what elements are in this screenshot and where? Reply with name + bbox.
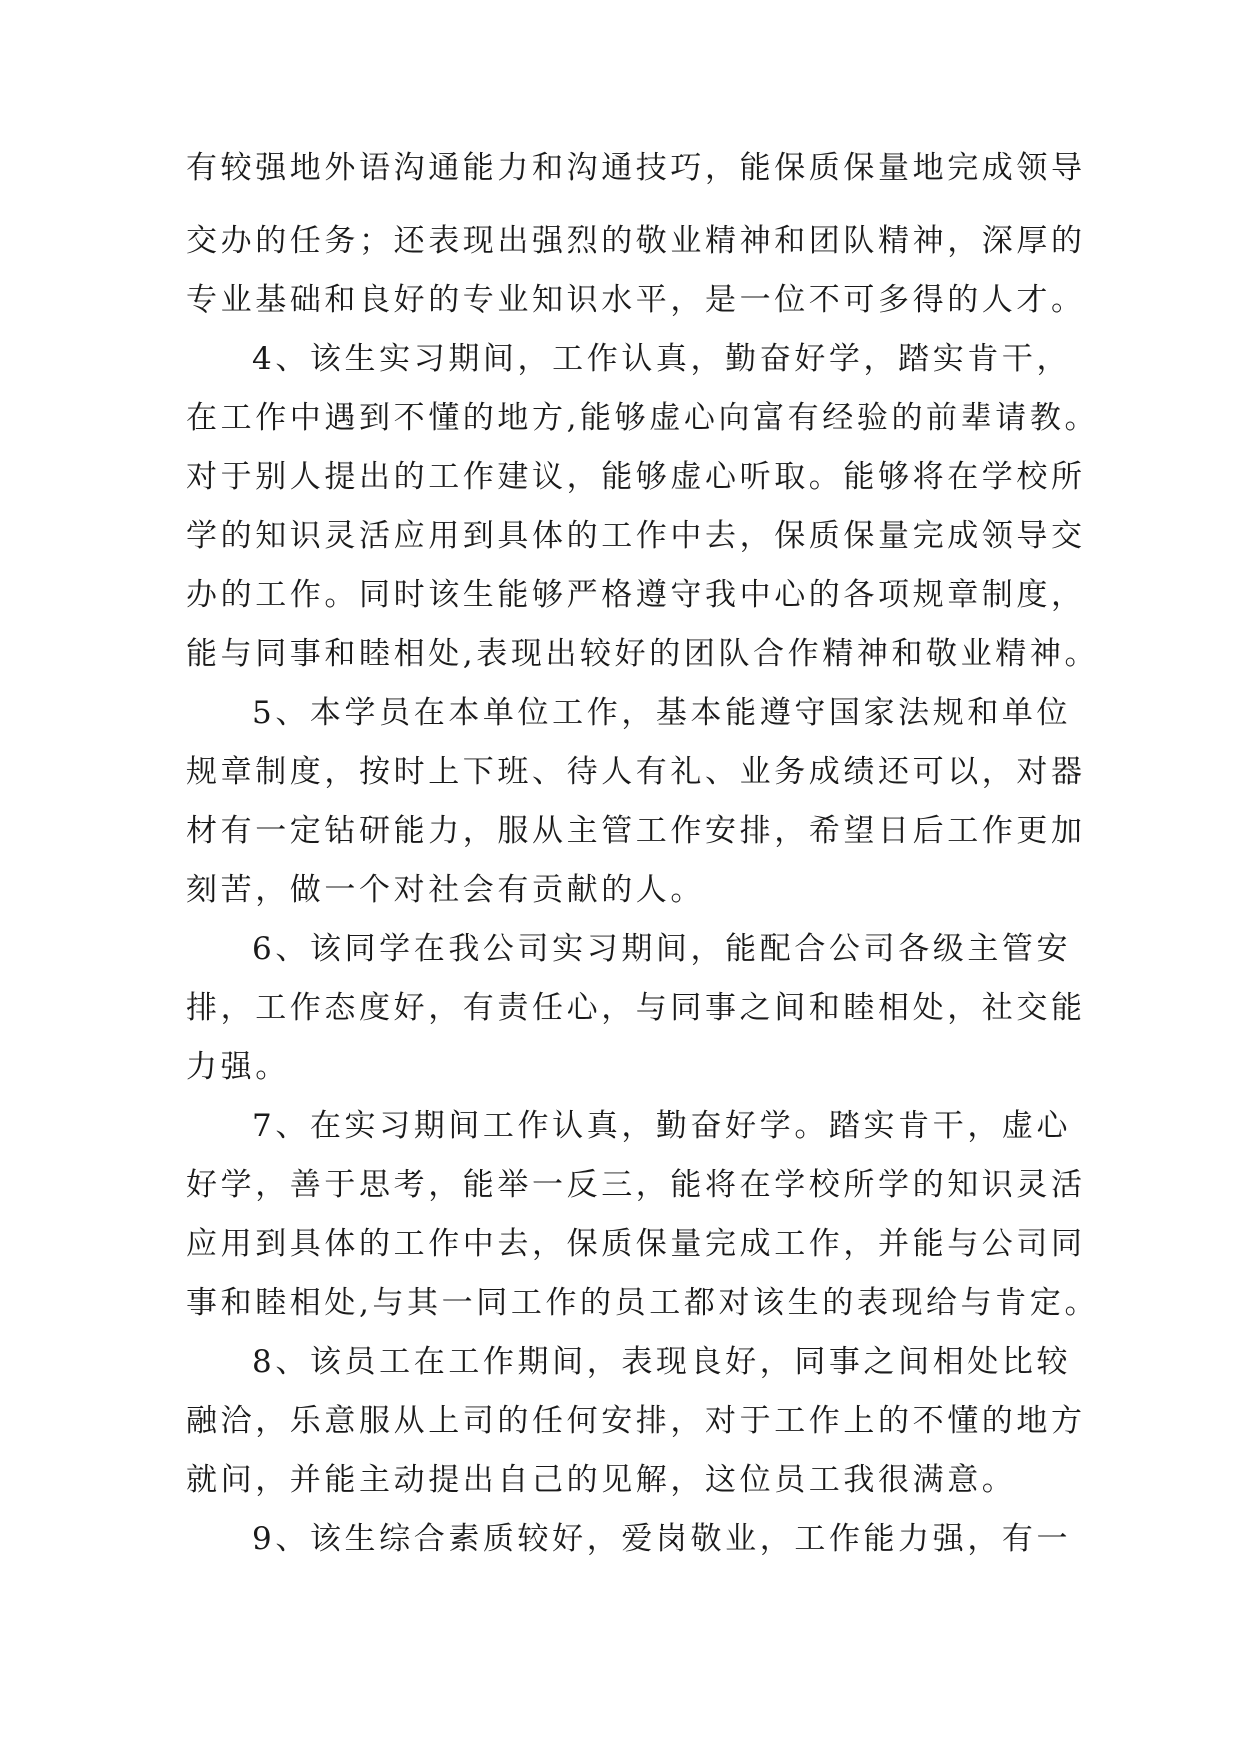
text-line-content: 融洽，乐意服从上司的任何安排，对于工作上的不懂的地方 xyxy=(186,1403,1086,1439)
text-line xyxy=(0,1337,1241,1387)
text-line xyxy=(0,1514,1241,1564)
text-line-content: 刻苦，做一个对社会有贡献的人。 xyxy=(186,872,705,908)
text-line xyxy=(0,1042,1241,1092)
text-line-content: 8、该员工在工作期间，表现良好，同事之间相处比较 xyxy=(252,1344,1072,1380)
text-line-content: 排，工作态度好，有责任心，与同事之间和睦相处，社交能 xyxy=(186,990,1086,1026)
text-line-content: 9、该生综合素质较好，爱岗敬业，工作能力强，有一 xyxy=(252,1521,1072,1557)
text-line-content: 规章制度，按时上下班、待人有礼、业务成绩还可以，对器 xyxy=(186,754,1086,790)
text-line-content: 对于别人提出的工作建议，能够虚心听取。能够将在学校所 xyxy=(186,459,1086,495)
text-line-content: 能与同事和睦相处,表现出较好的团队合作精神和敬业精神。 xyxy=(186,636,1100,672)
text-line xyxy=(0,570,1241,620)
text-line xyxy=(0,865,1241,915)
text-line-content: 事和睦相处,与其一同工作的员工都对该生的表现给与肯定。 xyxy=(186,1285,1100,1321)
text-line-content: 6、该同学在我公司实习期间，能配合公司各级主管安 xyxy=(252,931,1072,967)
text-line xyxy=(0,1160,1241,1210)
text-line-content: 有较强地外语沟通能力和沟通技巧，能保质保量地完成领导 xyxy=(186,150,1086,186)
text-line xyxy=(0,1455,1241,1505)
text-line xyxy=(0,334,1241,384)
text-line-content: 7、在实习期间工作认真，勤奋好学。踏实肯干，虚心 xyxy=(252,1108,1072,1144)
text-line xyxy=(0,806,1241,856)
text-line xyxy=(0,747,1241,797)
text-line xyxy=(0,629,1241,679)
text-line-content: 材有一定钻研能力，服从主管工作安排，希望日后工作更加 xyxy=(186,813,1086,849)
text-line-content: 办的工作。同时该生能够严格遵守我中心的各项规章制度， xyxy=(186,577,1086,613)
text-line-content: 力强。 xyxy=(186,1049,290,1085)
text-line xyxy=(0,1219,1241,1269)
text-line xyxy=(0,275,1241,325)
text-line xyxy=(0,143,1241,193)
text-line xyxy=(0,924,1241,974)
text-line xyxy=(0,1101,1241,1151)
text-line xyxy=(0,983,1241,1033)
text-line-content: 4、该生实习期间，工作认真，勤奋好学，踏实肯干， xyxy=(252,341,1072,377)
text-line-content: 学的知识灵活应用到具体的工作中去，保质保量完成领导交 xyxy=(186,518,1086,554)
text-line-content: 在工作中遇到不懂的地方,能够虚心向富有经验的前辈请教。 xyxy=(186,400,1100,436)
text-line-content: 专业基础和良好的专业知识水平，是一位不可多得的人才。 xyxy=(186,282,1086,318)
text-line-content: 5、本学员在本单位工作，基本能遵守国家法规和单位 xyxy=(252,695,1072,731)
text-line xyxy=(0,452,1241,502)
text-line-content: 应用到具体的工作中去，保质保量完成工作，并能与公司同 xyxy=(186,1226,1086,1262)
text-line xyxy=(0,1278,1241,1328)
text-line xyxy=(0,216,1241,266)
text-line-content: 交办的任务；还表现出强烈的敬业精神和团队精神，深厚的 xyxy=(186,223,1086,259)
text-line xyxy=(0,688,1241,738)
text-line-content: 好学，善于思考，能举一反三，能将在学校所学的知识灵活 xyxy=(186,1167,1086,1203)
text-line xyxy=(0,511,1241,561)
text-line-content: 就问，并能主动提出自己的见解，这位员工我很满意。 xyxy=(186,1462,1017,1498)
text-line xyxy=(0,393,1241,443)
text-line xyxy=(0,1396,1241,1446)
